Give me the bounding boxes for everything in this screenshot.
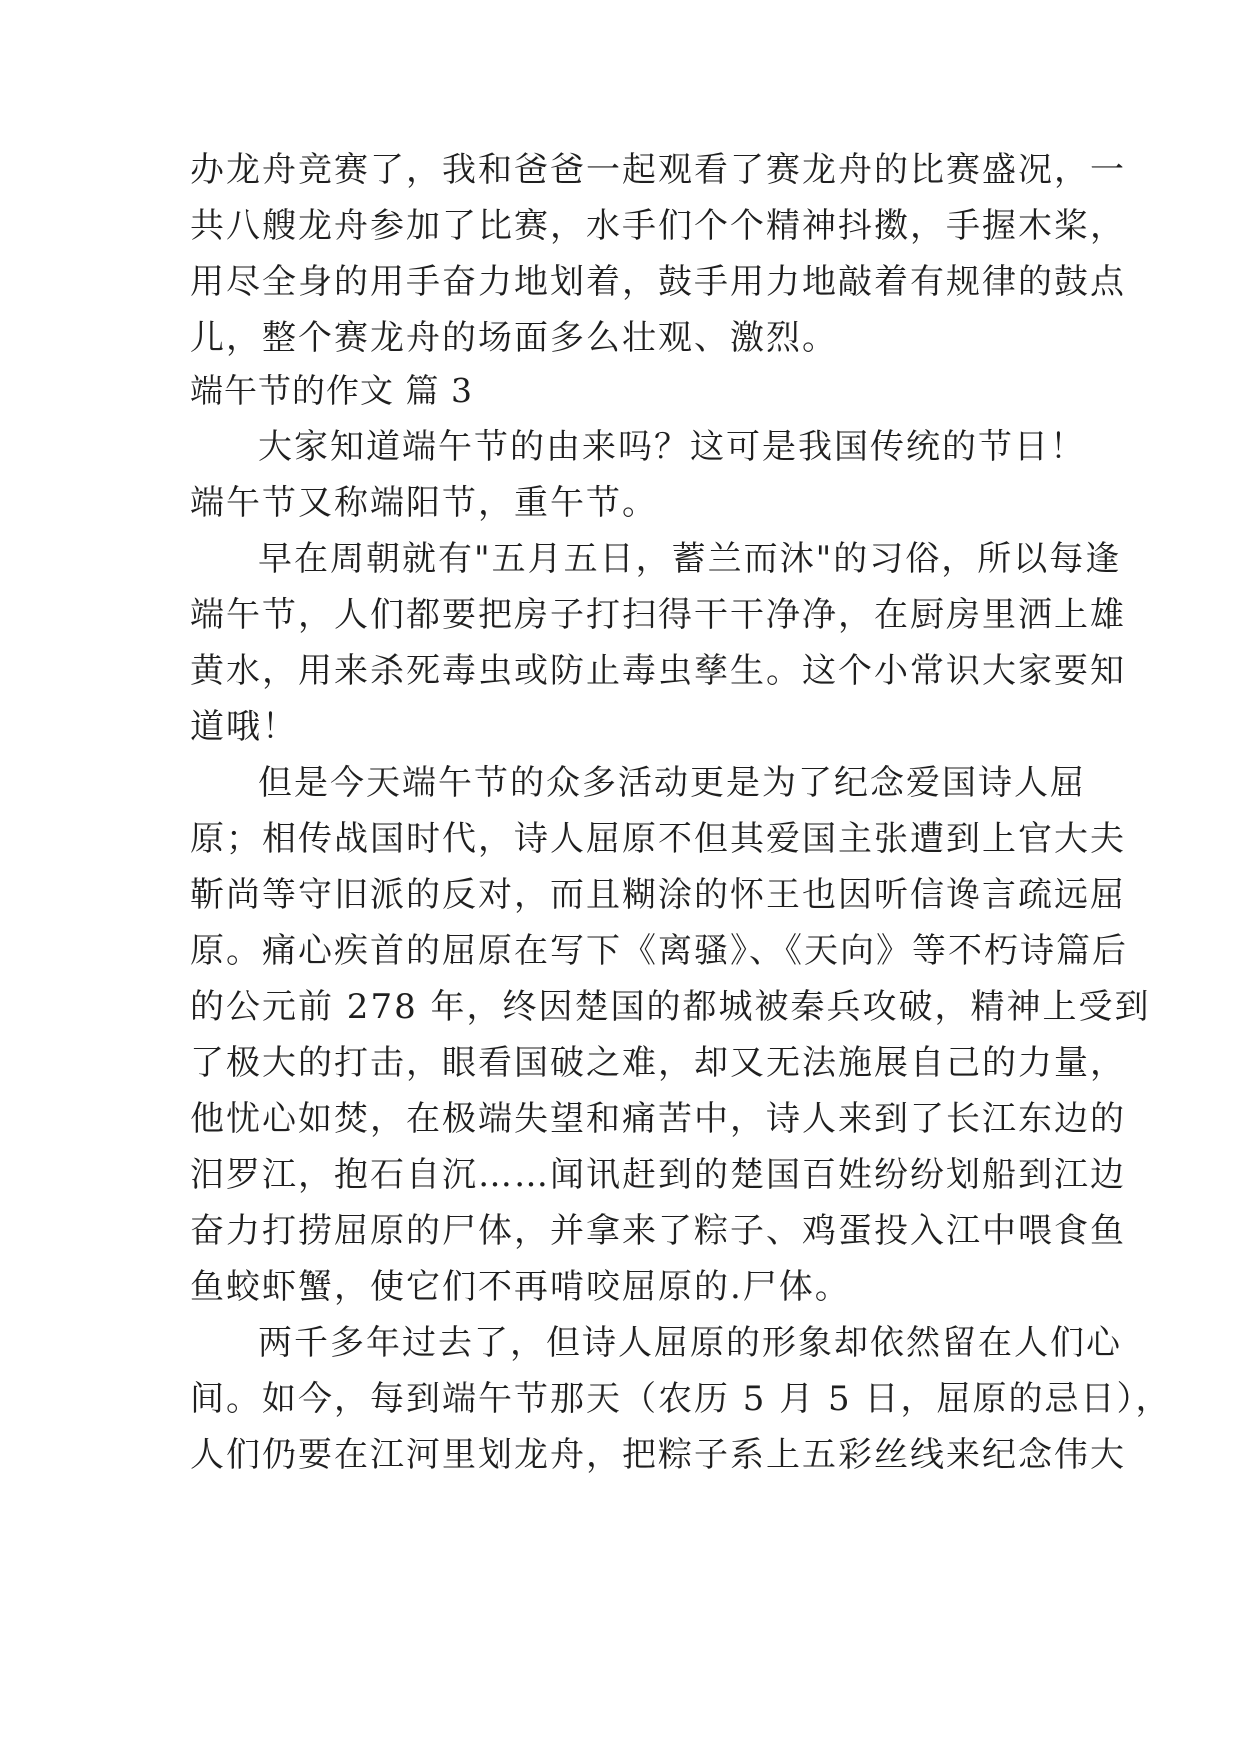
body-text-line: 黄水，用来杀死毒虫或防止毒虫孳生。这个小常识大家要知 xyxy=(190,651,1126,691)
body-text-line: 端午节，人们都要把房子打扫得干干净净，在厨房里洒上雄 xyxy=(190,595,1126,635)
body-text-line: 汨罗江，抱石自沉……闻讯赶到的楚国百姓纷纷划船到江边 xyxy=(190,1155,1126,1195)
body-text-line: 间。如今，每到端午节那天（农历 5 月 5 日，屈原的忌日）， xyxy=(190,1379,1172,1419)
body-text-line: 人们仍要在江河里划龙舟，把粽子系上五彩丝线来纪念伟大 xyxy=(190,1435,1126,1475)
body-text-line: 端午节又称端阳节，重午节。 xyxy=(190,483,658,523)
paragraph-first-line: 早在周朝就有"五月五日，蓄兰而沐"的习俗，所以每逢 xyxy=(258,539,1122,579)
body-text-line: 靳尚等守旧派的反对，而且糊涂的怀王也因听信谗言疏远屈 xyxy=(190,875,1126,915)
body-text-line: 鱼蛟虾蟹，使它们不再啃咬屈原的.尸体。 xyxy=(190,1267,851,1307)
body-text-line: 办龙舟竞赛了，我和爸爸一起观看了赛龙舟的比赛盛况，一 xyxy=(190,150,1126,190)
body-text-line: 用尽全身的用手奋力地划着，鼓手用力地敲着有规律的鼓点 xyxy=(190,262,1126,302)
body-text-line: 共八艘龙舟参加了比赛，水手们个个精神抖擞，手握木桨， xyxy=(190,206,1126,246)
body-text-line: 儿，整个赛龙舟的场面多么壮观、激烈。 xyxy=(190,318,838,358)
paragraph-first-line: 大家知道端午节的由来吗？这可是我国传统的节日！ xyxy=(258,427,1086,467)
section-heading: 端午节的作文 篇 3 xyxy=(190,371,473,410)
body-text-line: 了极大的打击，眼看国破之难，却又无法施展自己的力量， xyxy=(190,1043,1126,1083)
paragraph-first-line: 但是今天端午节的众多活动更是为了纪念爱国诗人屈 xyxy=(258,763,1086,803)
body-text-line: 原；相传战国时代，诗人屈原不但其爱国主张遭到上官大夫 xyxy=(190,819,1126,859)
paragraph-first-line: 两千多年过去了，但诗人屈原的形象却依然留在人们心 xyxy=(258,1323,1122,1363)
body-text-line: 原。痛心疾首的屈原在写下《离骚》、《天向》等不朽诗篇后 xyxy=(190,931,1128,971)
body-text-line: 的公元前 278 年，终因楚国的都城被秦兵攻破，精神上受到 xyxy=(190,987,1151,1027)
body-text-line: 他忧心如焚，在极端失望和痛苦中，诗人来到了长江东边的 xyxy=(190,1099,1126,1139)
body-text-line: 奋力打捞屈原的尸体，并拿来了粽子、鸡蛋投入江中喂食鱼 xyxy=(190,1211,1126,1251)
body-text-line: 道哦！ xyxy=(190,707,298,747)
